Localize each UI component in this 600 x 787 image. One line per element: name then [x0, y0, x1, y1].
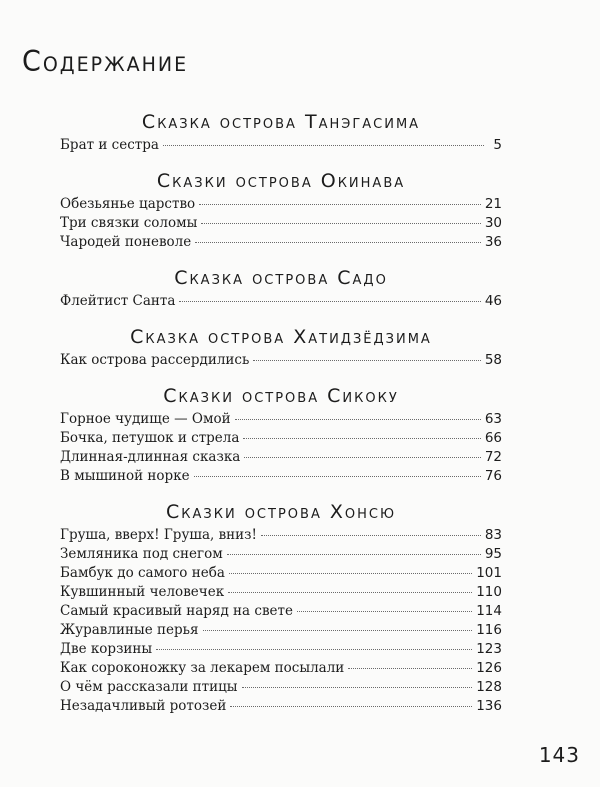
entry-page-number: 30	[484, 215, 502, 231]
toc-entry	[60, 136, 502, 155]
page-number: 143	[538, 743, 580, 767]
toc-entry	[60, 467, 502, 486]
entry-title: О чём рассказали птицы	[60, 679, 238, 695]
entry-title: Горное чудище — Омой	[60, 411, 231, 427]
toc-entry	[60, 583, 502, 602]
entry-page-number: 83	[484, 527, 502, 543]
entry-page-number: 66	[484, 430, 502, 446]
dot-leader	[242, 687, 473, 688]
entry-title: Груша, вверх! Груша, вниз!	[60, 527, 257, 543]
dot-leader	[253, 360, 480, 361]
entry-title: Кувшинный человечек	[60, 584, 225, 600]
toc-section	[60, 108, 502, 155]
toc-section	[60, 498, 502, 716]
dot-leader	[201, 223, 480, 224]
dot-leader	[163, 145, 484, 146]
toc-entry	[60, 602, 502, 621]
toc-entry	[60, 410, 502, 429]
entry-title: Бамбук до самого неба	[60, 565, 225, 581]
toc-entry	[60, 351, 502, 370]
entry-page-number: 114	[476, 603, 502, 619]
section-heading: Сказка острова Садо	[174, 267, 388, 289]
section-heading: Сказка острова Хатидзёдзима	[130, 326, 432, 348]
entry-page-number: 46	[484, 293, 502, 309]
dot-leader	[235, 419, 481, 420]
section-heading: Сказка острова Танэгасима	[141, 111, 421, 133]
entry-page-number: 110	[476, 584, 502, 600]
dot-leader	[203, 630, 473, 631]
toc-section	[60, 323, 502, 370]
toc-entry	[60, 195, 502, 214]
entry-page-number: 123	[476, 641, 502, 657]
toc-entry	[60, 640, 502, 659]
toc-entry	[60, 526, 502, 545]
entry-page-number: 126	[476, 660, 502, 676]
entry-title: В мышиной норке	[60, 468, 190, 484]
entry-title: Три связки соломы	[60, 215, 198, 231]
section-heading: Сказки острова Окинава	[156, 170, 406, 192]
toc-entry	[60, 429, 502, 448]
entry-page-number: 72	[484, 449, 502, 465]
entry-title: Длинная-длинная сказка	[60, 449, 241, 465]
dot-leader	[297, 611, 472, 612]
toc-entry	[60, 678, 502, 697]
dot-leader	[229, 573, 472, 574]
entry-page-number: 21	[484, 196, 502, 212]
dot-leader	[348, 668, 472, 669]
dot-leader	[195, 242, 481, 243]
entry-page-number: 101	[476, 565, 502, 581]
entry-title: Чародей поневоле	[60, 234, 192, 250]
toc-section	[60, 382, 502, 486]
section-heading: Сказки острова Хонсю	[165, 501, 397, 523]
entry-title: Флейтист Санта	[60, 293, 176, 309]
dot-leader	[230, 706, 472, 707]
entry-page-number: 76	[484, 468, 502, 484]
entry-title: Как острова рассердились	[60, 352, 250, 368]
toc-entry	[60, 214, 502, 233]
toc-entry	[60, 564, 502, 583]
toc-entry	[60, 233, 502, 252]
dot-leader	[243, 438, 480, 439]
entry-title: Две корзины	[60, 641, 153, 657]
entry-title: Незадачливый ротозей	[60, 698, 227, 714]
entry-title: Журавлиные перья	[60, 622, 199, 638]
toc-entry	[60, 292, 502, 311]
entry-page-number: 95	[484, 546, 502, 562]
toc-entry	[60, 697, 502, 716]
toc-section	[60, 264, 502, 311]
entry-page-number: 136	[476, 698, 502, 714]
toc-section	[60, 167, 502, 252]
dot-leader	[261, 535, 481, 536]
entry-title: Самый красивый наряд на свете	[60, 603, 293, 619]
entry-page-number: 5	[493, 137, 502, 153]
entry-title: Брат и сестра	[60, 137, 159, 153]
entry-title: Земляника под снегом	[60, 546, 223, 562]
page-title: Содержание	[22, 46, 189, 79]
table-of-contents	[60, 108, 502, 716]
toc-entry	[60, 621, 502, 640]
entry-page-number: 128	[476, 679, 502, 695]
dot-leader	[228, 592, 472, 593]
entry-page-number: 36	[484, 234, 502, 250]
entry-page-number: 63	[484, 411, 502, 427]
entry-title: Бочка, петушок и стрела	[60, 430, 240, 446]
entry-title: Как сороконожку за лекарем посылали	[60, 660, 345, 676]
section-heading: Сказки острова Сикоку	[163, 385, 399, 407]
entry-page-number: 58	[484, 352, 502, 368]
dot-leader	[156, 649, 472, 650]
toc-entry	[60, 545, 502, 564]
dot-leader	[244, 457, 481, 458]
entry-page-number: 116	[476, 622, 502, 638]
dot-leader	[227, 554, 481, 555]
toc-entry	[60, 448, 502, 467]
dot-leader	[179, 301, 480, 302]
dot-leader	[199, 204, 481, 205]
dot-leader	[194, 476, 481, 477]
toc-entry	[60, 659, 502, 678]
entry-title: Обезьянье царство	[60, 196, 196, 212]
